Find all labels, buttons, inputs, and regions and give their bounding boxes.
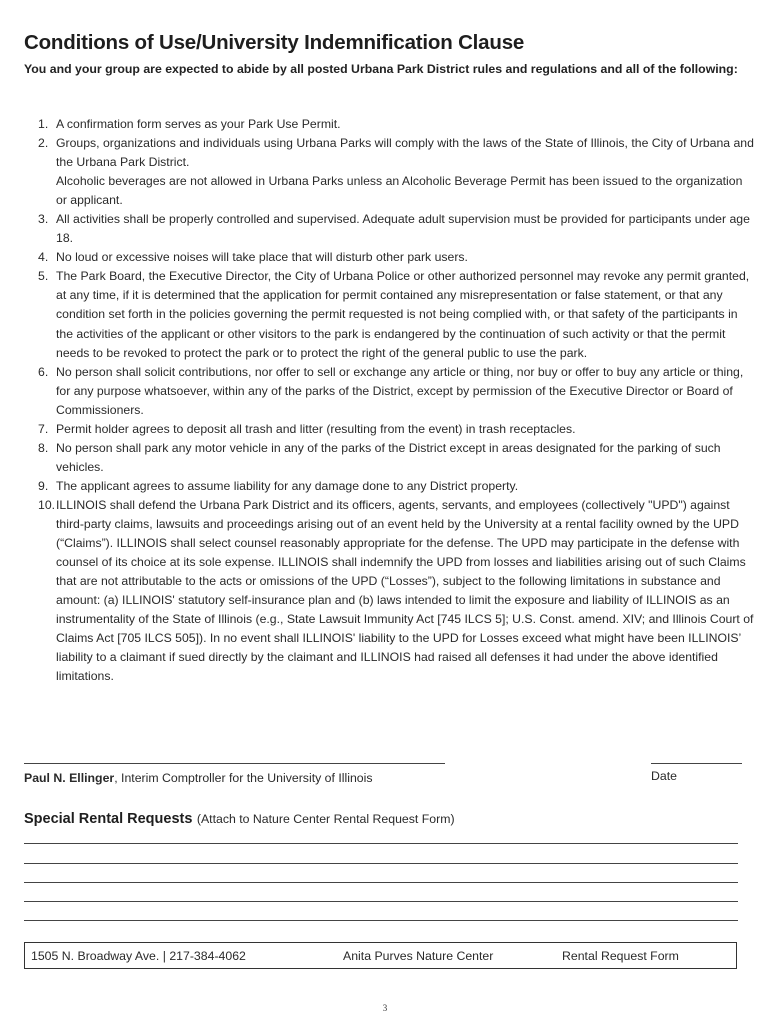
special-requests-line[interactable] xyxy=(24,901,738,902)
special-requests-line[interactable] xyxy=(24,843,738,844)
footer xyxy=(24,942,737,969)
signatory-name: Paul N. Ellinger xyxy=(24,771,115,785)
list-item: 2. Groups, organizations and individuals using Urbana Parks will comply with the laws of the State of Illinois, the City of Urbana and the Urbana Park District. Alcoholic beverages are not allowed in Urbana Parks unless an Alcoholic Beverage Permit has been issued to the organization or applicant. xyxy=(38,136,754,208)
special-requests-line[interactable] xyxy=(24,920,738,921)
signature-caption xyxy=(24,771,373,785)
intro-text: You and your group are expected to abide by all posted Urbana Park District rules and regulations and all of the following: xyxy=(24,62,738,76)
rules-list xyxy=(24,115,754,686)
footer-form-name: Rental Request Form xyxy=(562,949,679,963)
list-item: 6. No person shall solicit contributions, nor offer to sell or exchange any article or thing, nor buy or offer to buy any article or thing, for any purpose whatsoever, within any of the parks of the District, except by permission of the Executive Director or Board of Commissioners. xyxy=(38,364,744,417)
footer-address: 1505 N. Broadway Ave. | 217-384-4062 xyxy=(31,949,246,963)
footer-center-name: Anita Purves Nature Center xyxy=(343,949,494,963)
special-requests-line[interactable] xyxy=(24,882,738,883)
special-requests-heading: Special Rental Requests (Attach to Nature Center Rental Request Form) xyxy=(24,811,455,827)
list-item: 5. The Park Board, the Executive Director, the City of Urbana Police or other authorized personnel may revoke any permit granted, at any time, if it is determined that the application for permit contained any misrepresentation or false statement, or that any condition set forth in the policies governing the permit requested is not being complied with, or that safety of the participants in the activities of the applicant or other visitors to the park is endangered by the continuation of such activity or that the permit needs to be revoked to protect the park or to protect the right of the general public to use the park. xyxy=(38,269,750,360)
list-item: 4. No loud or excessive noises will take place that will disturb other park users. xyxy=(38,250,468,265)
list-item: 1. A confirmation form serves as your Park Use Permit. xyxy=(38,117,341,131)
list-item: 10. ILLINOIS shall defend the Urbana Park District and its officers, agents, servants, and employees (collectively "UPD") against third-party claims, lawsuits and proceedings arising out of an event held by the University at a rental facility owned by the UPD (“Claims”). ILLINOIS shall select counsel reasonably appropriate for the defense. The UPD may participate in the defense with counsel of its choice at its sole expense. ILLINOIS shall indemnify the UPD from losses and liabilities arising out of such Claims that are not attributable to the acts or omissions of the UPD (“Losses”), subject to the following limitations in substance and amount: (a) ILLINOIS' statutory self-insurance plan and (b) laws intended to limit the exposure and liability of ILLINOIS as an instrumentality of the State of Illinois (e.g., State Lawsuit Immunity Act [745 ILCS 5]; U.S. Const. amend. XIV; and Illinois Court of Claims Act [705 ILCS 505]). In no event shall ILLINOIS' liability to the UPD for Losses exceed what might have been ILLINOIS’ liability to a claimant if sued directly by the claimant and ILLINOIS had raised all defenses it had under the above identified limitations. xyxy=(38,497,754,684)
list-item: 3. All activities shall be properly controlled and supervised. Adequate adult supervision must be provided for participants under age 18. xyxy=(38,212,750,246)
date-line[interactable] xyxy=(651,763,742,764)
signature-line[interactable] xyxy=(24,763,445,764)
page-title: Conditions of Use/University Indemnification Clause xyxy=(24,31,525,54)
special-requests-line[interactable] xyxy=(24,863,738,864)
date-label: Date xyxy=(651,769,677,783)
list-item: 7. Permit holder agrees to deposit all trash and litter (resulting from the event) in trash receptacles. xyxy=(38,421,576,436)
page-number: 3 xyxy=(382,1003,388,1013)
signatory-role: , Interim Comptroller for the University of Illinois xyxy=(114,771,373,785)
list-item: 9. The applicant agrees to assume liability for any damage done to any District property. xyxy=(38,478,519,493)
list-item: 8. No person shall park any motor vehicle in any of the parks of the District except in areas designated for the parking of such vehicles. xyxy=(38,440,721,474)
